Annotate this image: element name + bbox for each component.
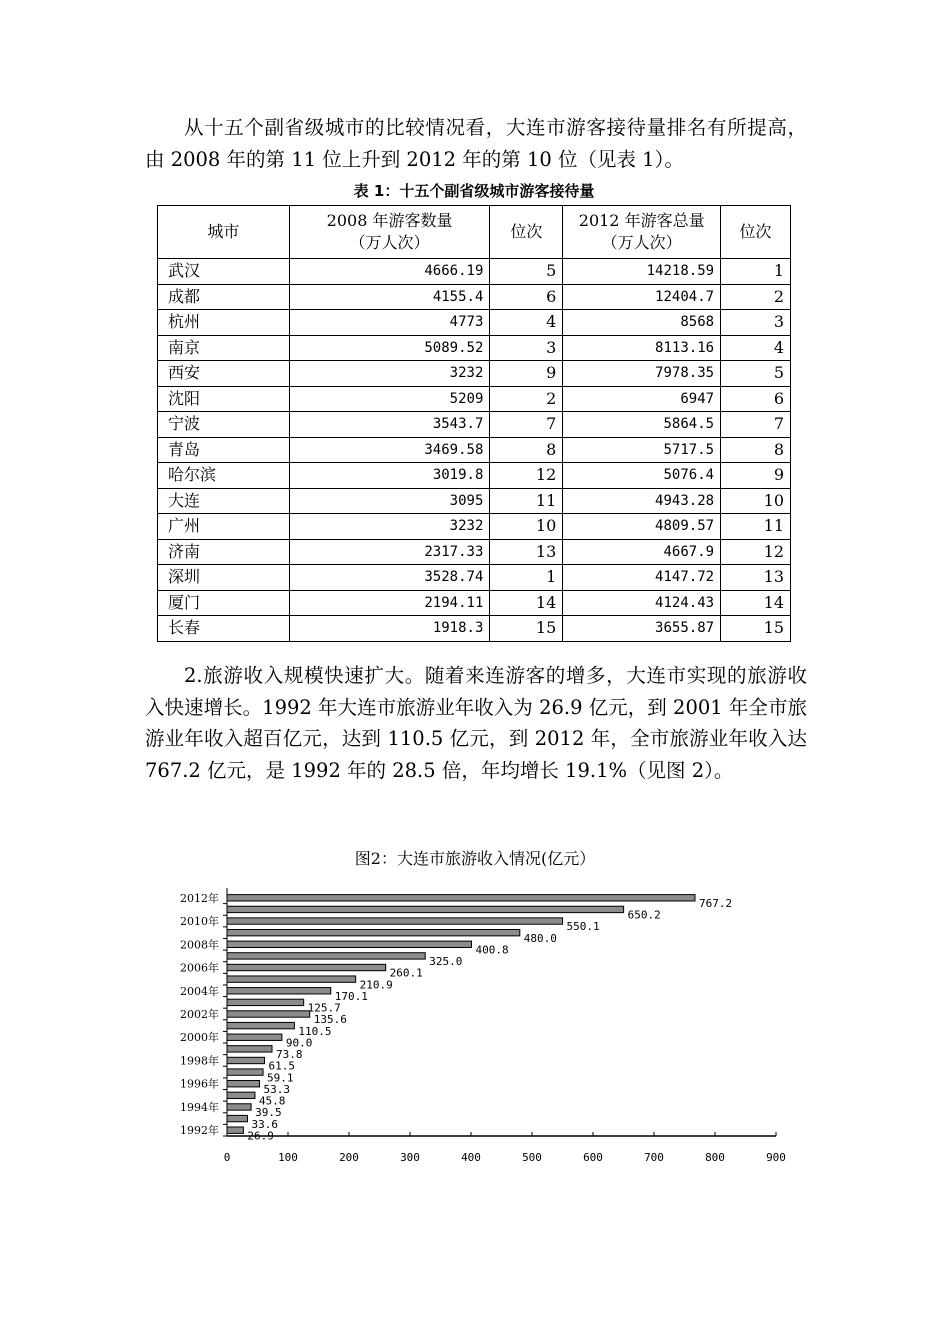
header-city: 城市	[158, 206, 290, 259]
data-label: 53.3	[263, 1082, 291, 1096]
cell-2012-total: 14218.59	[563, 259, 721, 285]
data-label: 210.9	[359, 978, 393, 992]
cell-city: 厦门	[158, 590, 290, 616]
tourism-revenue-bar-chart	[160, 880, 800, 1170]
y-tick-label: 2006年	[180, 961, 219, 975]
cell-city: 济南	[158, 539, 290, 565]
x-tick-label: 700	[644, 1151, 664, 1164]
paragraph-2: 2.旅游收入规模快速扩大。随着来连游客的增多，大连市实现的旅游收入快速增长。1992 年大连市旅游业年收入为 26.9 亿元，到 2001 年全市旅游业年收入超百亿元，达到 110.5 亿元，到 2012 年，全市旅游业年收入达 767.2 亿元，是 1992 年的 28.5 倍，年均增长 19.1%（见图 2）。	[145, 664, 807, 782]
header-2012-total: 2012 年游客总量 （万人次）	[563, 206, 721, 259]
cell-2012-total: 4809.57	[563, 514, 721, 540]
y-tick-label: 2004年	[180, 984, 219, 998]
data-label: 135.6	[313, 1013, 347, 1027]
data-label: 61.5	[268, 1059, 296, 1073]
cell-rank-2008: 11	[490, 488, 563, 514]
x-tick-label: 600	[583, 1151, 603, 1164]
y-tick-label: 2012年	[180, 891, 219, 905]
data-label: 45.8	[258, 1094, 286, 1108]
bar	[227, 1046, 272, 1052]
cell-rank-2012: 10	[721, 488, 791, 514]
data-label: 400.8	[475, 943, 509, 957]
cell-2008-count: 5209	[289, 386, 490, 412]
table-row	[158, 488, 791, 514]
header-rank-2008: 位次	[490, 206, 563, 259]
table-row	[158, 335, 791, 361]
cell-2012-total: 5864.5	[563, 412, 721, 438]
y-tick-label: 2008年	[180, 938, 219, 952]
y-tick-label: 2002年	[180, 1008, 219, 1021]
bar	[227, 1011, 310, 1017]
bar	[227, 1022, 294, 1028]
cell-city: 西安	[158, 361, 290, 387]
cell-city: 武汉	[158, 259, 290, 285]
table-row	[158, 463, 791, 489]
cell-2008-count: 3232	[289, 514, 490, 540]
cell-city: 宁波	[158, 412, 290, 438]
cell-2008-count: 4666.19	[289, 259, 490, 285]
cell-city: 深圳	[158, 565, 290, 591]
cell-rank-2012: 2	[721, 284, 791, 310]
city-visitors-table	[157, 205, 791, 642]
cell-rank-2012: 8	[721, 437, 791, 463]
table-caption: 表 1：十五个副省级城市游客接待量	[353, 182, 595, 200]
y-tick-label: 1992年	[180, 1124, 219, 1138]
bar	[227, 1069, 263, 1075]
cell-2012-total: 5717.5	[563, 437, 721, 463]
cell-2012-total: 8568	[563, 310, 721, 336]
cell-rank-2008: 1	[490, 565, 563, 591]
y-tick-label: 1996年	[180, 1077, 219, 1091]
cell-city: 沈阳	[158, 386, 290, 412]
table-row	[158, 412, 791, 438]
x-tick-label: 100	[278, 1151, 298, 1164]
table-row	[158, 310, 791, 336]
table-row	[158, 590, 791, 616]
bar	[227, 1057, 265, 1063]
cell-rank-2012: 4	[721, 335, 791, 361]
x-tick-label: 300	[400, 1151, 420, 1164]
cell-2008-count: 5089.52	[289, 335, 490, 361]
cell-2008-count: 3232	[289, 361, 490, 387]
cell-rank-2012: 1	[721, 259, 791, 285]
figure-caption: 图2：大连市旅游收入情况(亿元）	[354, 849, 596, 868]
cell-2012-total: 4667.9	[563, 539, 721, 565]
bar	[227, 941, 471, 947]
cell-2012-total: 12404.7	[563, 284, 721, 310]
cell-city: 大连	[158, 488, 290, 514]
cell-rank-2012: 13	[721, 565, 791, 591]
table-row	[158, 539, 791, 565]
cell-rank-2012: 11	[721, 514, 791, 540]
bar	[227, 1034, 282, 1040]
cell-rank-2012: 5	[721, 361, 791, 387]
cell-2008-count: 4773	[289, 310, 490, 336]
cell-2008-count: 3019.8	[289, 463, 490, 489]
cell-rank-2008: 15	[490, 616, 563, 642]
y-tick-label: 1994年	[180, 1100, 219, 1114]
y-tick-label: 2000年	[180, 1031, 219, 1045]
data-label: 767.2	[698, 897, 733, 911]
cell-2012-total: 7978.35	[563, 361, 721, 387]
cell-city: 哈尔滨	[158, 463, 290, 489]
cell-rank-2008: 6	[490, 284, 563, 310]
cell-rank-2008: 10	[490, 514, 563, 540]
cell-rank-2012: 7	[721, 412, 791, 438]
cell-city: 青岛	[158, 437, 290, 463]
header-rank-2012: 位次	[721, 206, 791, 259]
cell-city: 杭州	[158, 310, 290, 336]
table-row	[158, 565, 791, 591]
cell-2012-total: 4124.43	[563, 590, 721, 616]
cell-rank-2008: 8	[490, 437, 563, 463]
y-tick-label: 1998年	[180, 1054, 219, 1068]
bar	[227, 1092, 255, 1098]
bar	[227, 1115, 247, 1121]
data-label: 125.7	[307, 1001, 341, 1015]
cell-city: 长春	[158, 616, 290, 642]
bar	[227, 999, 304, 1005]
cell-rank-2008: 13	[490, 539, 563, 565]
cell-city: 成都	[158, 284, 290, 310]
cell-rank-2008: 5	[490, 259, 563, 285]
data-label: 39.5	[255, 1106, 282, 1120]
cell-2008-count: 3528.74	[289, 565, 490, 591]
data-label: 650.2	[627, 908, 661, 922]
data-label: 170.1	[334, 989, 368, 1003]
cell-2012-total: 8113.16	[563, 335, 721, 361]
cell-rank-2012: 12	[721, 539, 791, 565]
paragraph-1: 从十五个副省级城市的比较情况看，大连市游客接待量排名有所提高，由 2008 年的第 11 位上升到 2012 年的第 10 位（见表 1）。	[145, 116, 807, 171]
cell-2008-count: 3543.7	[289, 412, 490, 438]
cell-rank-2008: 2	[490, 386, 563, 412]
cell-2008-count: 3095	[289, 488, 490, 514]
cell-2012-total: 6947	[563, 386, 721, 412]
table-row	[158, 259, 791, 285]
header-2008-count: 2008 年游客数量 （万人次）	[289, 206, 490, 259]
cell-rank-2008: 7	[490, 412, 563, 438]
bar	[227, 906, 624, 912]
data-label: 550.1	[566, 920, 600, 934]
cell-2012-total: 5076.4	[563, 463, 721, 489]
x-tick-label: 200	[339, 1151, 359, 1164]
bar	[227, 1104, 251, 1110]
x-tick-label: 500	[522, 1151, 542, 1164]
cell-2008-count: 3469.58	[289, 437, 490, 463]
table-row	[158, 437, 791, 463]
cell-city: 广州	[158, 514, 290, 540]
cell-2012-total: 3655.87	[563, 616, 721, 642]
data-label: 26.9	[247, 1129, 274, 1143]
bar	[227, 976, 356, 982]
cell-rank-2012: 9	[721, 463, 791, 489]
x-tick-label: 400	[461, 1151, 481, 1164]
data-label: 59.1	[267, 1071, 294, 1085]
cell-2008-count: 2317.33	[289, 539, 490, 565]
data-label: 33.6	[251, 1117, 278, 1131]
bar	[227, 953, 425, 959]
data-label: 260.1	[389, 966, 423, 980]
cell-rank-2008: 14	[490, 590, 563, 616]
x-tick-label: 900	[766, 1151, 786, 1164]
cell-rank-2008: 3	[490, 335, 563, 361]
cell-rank-2012: 14	[721, 590, 791, 616]
data-label: 480.0	[523, 931, 557, 945]
cell-2012-total: 4943.28	[563, 488, 721, 514]
cell-rank-2012: 3	[721, 310, 791, 336]
bar	[227, 964, 386, 970]
cell-rank-2012: 15	[721, 616, 791, 642]
data-label: 325.0	[429, 955, 463, 969]
cell-2008-count: 4155.4	[289, 284, 490, 310]
cell-rank-2012: 6	[721, 386, 791, 412]
cell-2008-count: 1918.3	[289, 616, 490, 642]
bar	[227, 929, 520, 935]
x-tick-label: 0	[223, 1151, 231, 1164]
table-row	[158, 361, 791, 387]
cell-2012-total: 4147.72	[563, 565, 721, 591]
cell-2008-count: 2194.11	[289, 590, 490, 616]
table-row	[158, 616, 791, 642]
data-label: 73.8	[276, 1048, 303, 1062]
table-row	[158, 514, 791, 540]
table-row	[158, 386, 791, 412]
x-tick-label: 800	[705, 1151, 725, 1164]
table-row	[158, 284, 791, 310]
cell-rank-2008: 12	[490, 463, 563, 489]
data-label: 90.0	[285, 1036, 313, 1050]
cell-city: 南京	[158, 335, 290, 361]
bar	[227, 918, 563, 924]
bar	[227, 895, 695, 901]
y-tick-label: 2010年	[180, 915, 219, 929]
bar	[227, 988, 331, 994]
bar	[227, 1127, 243, 1133]
bar	[227, 1081, 260, 1087]
data-label: 110.5	[298, 1024, 332, 1038]
cell-rank-2008: 4	[490, 310, 563, 336]
cell-rank-2008: 9	[490, 361, 563, 387]
table-header-row	[158, 206, 791, 259]
